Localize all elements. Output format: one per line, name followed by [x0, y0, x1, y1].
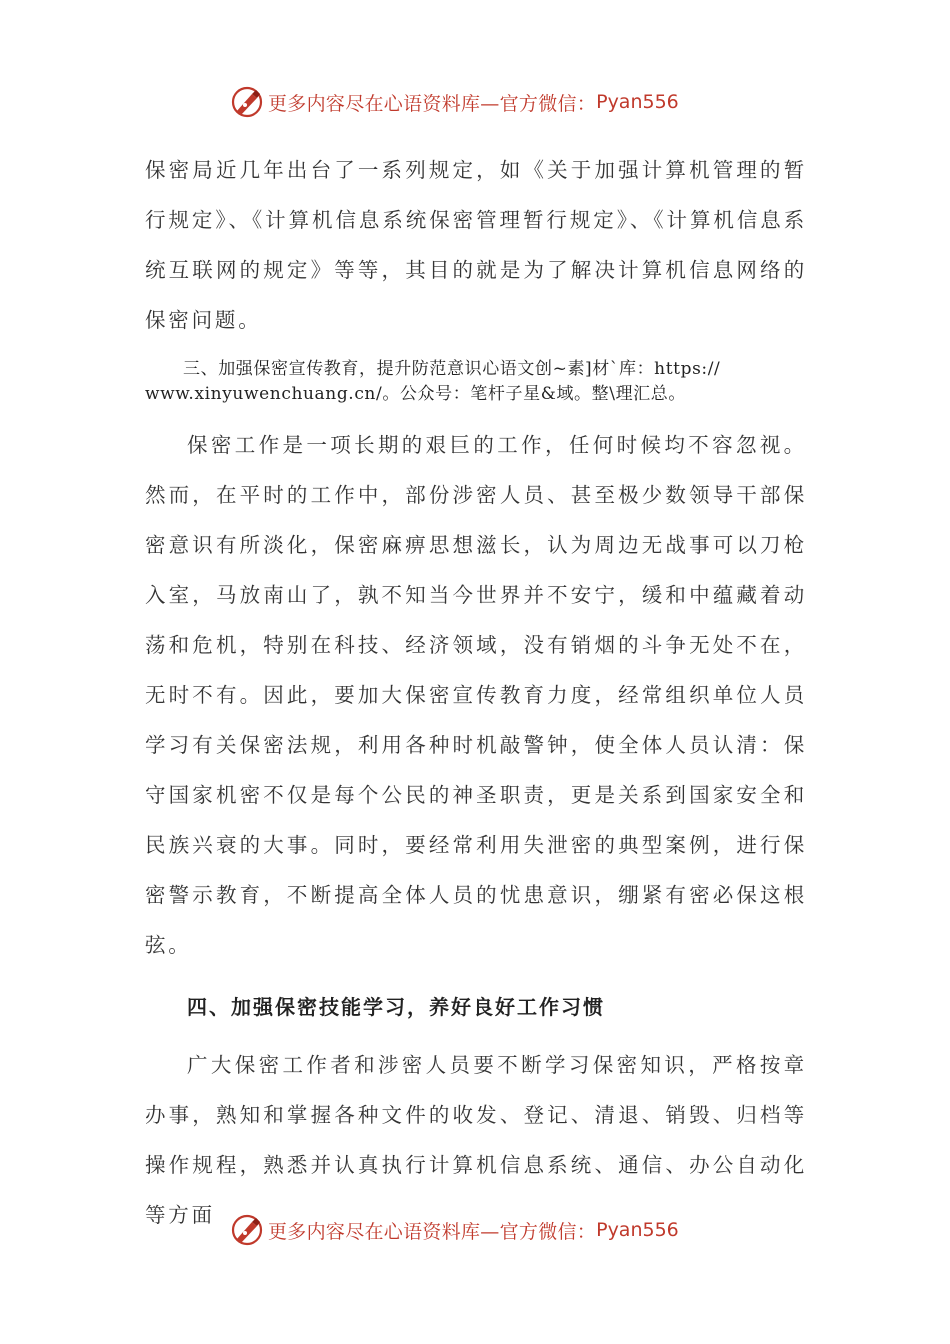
section-three-line — [145, 345, 807, 420]
document-body — [145, 145, 807, 1240]
watermark-text: 更多内容尽在心语资料库—官方微信： — [268, 92, 597, 115]
header-watermark — [230, 82, 730, 122]
watermark-wechat: Pyan556 — [596, 1219, 679, 1241]
paragraph: 保密工作是一项长期的艰巨的工作，任何时候均不容忽视。然而，在平时的工作中，部份涉密人员、甚至极少数领导干部保密意识有所淡化，保密麻痹思想滋长，认为周边无战事可以刀枪入室，马放南山了，孰不知当今世界并不安宁，缓和中蕴藏着动荡和危机，特别在科技、经济领域，没有销烟的斗争无处不在，无时不有。因此，要加大保密宣传教育力度，经常组织单位人员学习有关保密法规，利用各种时机敲警钟，使全体人员认清：保守国家机密不仅是每个公民的神圣职责，更是关系到国家安全和民族兴衰的大事。同时，要经常利用失泄密的典型案例，进行保密警示教育，不断提高全体人员的忧患意识，绷紧有密必保这根弦。 — [145, 433, 807, 957]
watermark-wechat: Pyan556 — [596, 91, 679, 113]
footer-watermark — [230, 1210, 730, 1250]
watermark-text: 更多内容尽在心语资料库—官方微信： — [268, 1220, 597, 1243]
pen-nib-logo-icon — [230, 1213, 264, 1247]
section-three-title: 三、加强保密宣传教育，提升防范意识心语文创~素]材`库：https:// — [183, 359, 721, 379]
pen-nib-logo-icon — [230, 85, 264, 119]
paragraph: 保密局近几年出台了一系列规定，如《关于加强计算机管理的暂行规定》、《计算机信息系统保密管理暂行规定》、《计算机信息系统互联网的规定》等等，其目的就是为了解决计算机信息网络的保密问题。 — [145, 158, 807, 332]
section-three-url: www.xinyuwenchuang.cn/。公众号：笔杆子星&域。整\理汇总。 — [145, 384, 686, 404]
paragraph: 广大保密工作者和涉密人员要不断学习保密知识，严格按章办事，熟知和掌握各种文件的收发、登记、清退、销毁、归档等操作规程，熟悉并认真执行计算机信息系统、通信、办公自动化等方面 — [145, 1053, 807, 1227]
section-four-heading: 四、加强保密技能学习，养好良好工作习惯 — [187, 995, 605, 1019]
